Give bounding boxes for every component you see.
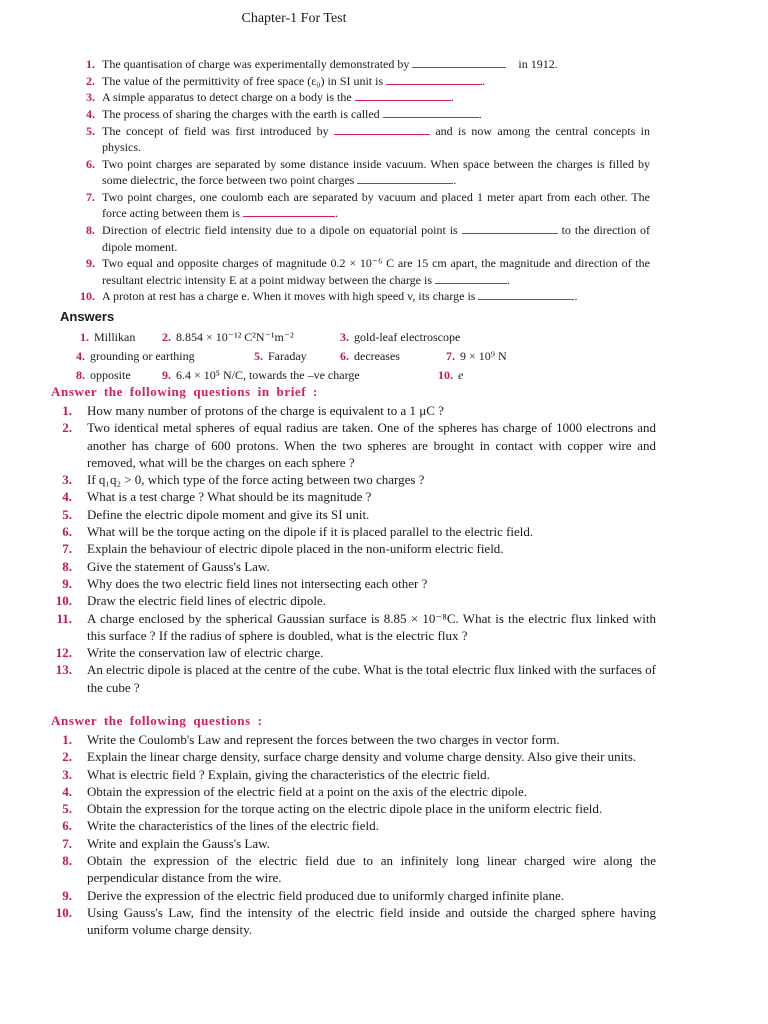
list-item: 8. Give the statement of Gauss's Law. xyxy=(62,558,270,574)
answer-item: 5. Faraday xyxy=(254,349,307,363)
answer-blank[interactable] xyxy=(435,272,507,284)
answer-item: 4. grounding or earthing xyxy=(76,349,195,363)
list-item: 1. Write the Coulomb's Law and represent the forces between the two charges in vector form. xyxy=(62,732,560,747)
list-item: 2. Two identical metal spheres of equal radius are taken. One of the spheres has charge of 1000 electrons and another has charge of 600 protons. When the two spheres are brought in contact with copper wire and removed, what will be the charges on each sphere ? xyxy=(62,420,656,470)
section-heading-long: Answer the following questions : xyxy=(51,713,263,728)
list-item: 4. Obtain the expression of the electric field at a point on the axis of the electric dipole. xyxy=(62,783,528,799)
fib-question-4: 4. The process of sharing the charges with the earth is called . xyxy=(86,107,482,122)
list-item: 7. Write and explain the Gauss's Law. xyxy=(62,835,270,851)
answer-item: 9. 6.4 × 10⁵ N/C, towards the –ve charge xyxy=(162,368,360,382)
answer-blank[interactable] xyxy=(357,172,453,184)
answer-blank[interactable] xyxy=(355,89,451,101)
fib-question-6: 6. Two point charges are separated by some distance inside vacuum. When space between the charges is filled by some dielectric, the force between two point charges . xyxy=(86,156,650,188)
long-questions-list xyxy=(46,731,656,939)
fib-question-7: 7. Two point charges, one coulomb each are separated by vacuum and placed 1 meter apart from each other. The force acting between them is . xyxy=(86,190,650,221)
fib-question-10: 10. A proton at rest has a charge e. When it moves with high speed v, its charge is . xyxy=(80,289,578,304)
answer-blank[interactable] xyxy=(386,73,482,85)
fib-question-9: 9. Two equal and opposite charges of magnitude 0.2 × 10⁻⁶ C are 15 cm apart, the magnitude and direction of the resultant electric intensity E at a point midway between the charge is . xyxy=(86,256,650,287)
fill-in-blanks-list xyxy=(72,56,650,305)
list-item: 9. Why does the two electric field lines not intersecting each other ? xyxy=(62,575,428,591)
page-title: Chapter-1 For Test xyxy=(241,11,347,26)
list-item: 1. How many number of protons of the charge is equivalent to a 1 μC ? xyxy=(62,403,444,418)
answer-blank[interactable] xyxy=(462,222,558,234)
fib-question-8: 8. Direction of electric field intensity due to a dipole on equatorial point is to the direction of dipole moment. xyxy=(86,223,651,254)
list-item: 3. What is electric field ? Explain, giving the characteristics of the electric field. xyxy=(62,766,490,782)
list-item: 4. What is a test charge ? What should be its magnitude ? xyxy=(62,489,372,505)
list-item: 12. Write the conservation law of electric charge. xyxy=(55,645,324,661)
answer-item: 6. decreases xyxy=(340,349,400,363)
list-item: 11. A charge enclosed by the spherical Gaussian surface is 8.85 × 10⁻⁸C. What is the electric flux linked with this surface ? If the radius of sphere is doubled, what is the electric flux ? xyxy=(56,610,656,643)
fib-question-3: 3. A simple apparatus to detect charge on a body is the . xyxy=(86,90,454,105)
list-item: 2. Explain the linear charge density, surface charge density and volume charge density. Also give their units. xyxy=(62,749,637,765)
answer-blank[interactable] xyxy=(383,106,479,118)
list-item: 6. Write the characteristics of the lines of the electric field. xyxy=(62,818,379,834)
list-item: 7. Explain the behaviour of electric dipole placed in the non-uniform electric field. xyxy=(62,541,504,557)
list-item: 9. Derive the expression of the electric field produced due to uniformly charged infinite plane. xyxy=(62,887,564,903)
answers-heading: Answers xyxy=(60,309,115,324)
answer-blank[interactable] xyxy=(412,56,506,68)
answer-blank[interactable] xyxy=(478,288,574,300)
list-item: 5. Define the electric dipole moment and give its SI unit. xyxy=(62,506,370,522)
answer-item: 8. opposite xyxy=(76,368,131,382)
answer-item: 10. e xyxy=(438,368,464,382)
fib-question-2: 2. The value of the permittivity of free space (ε₀) in SI unit is . xyxy=(86,73,486,88)
list-item: 6. What will be the torque acting on the dipole if it is placed parallel to the electric field. xyxy=(62,524,534,540)
answer-blank[interactable] xyxy=(334,123,430,135)
list-item: 13. An electric dipole is placed at the centre of the cube. What is the total electric flux linked with the surfaces of the cube ? xyxy=(55,662,656,695)
answer-item: 1. Millikan xyxy=(80,330,136,344)
brief-questions-list xyxy=(46,402,656,696)
list-item: 8. Obtain the expression of the electric field due to an infinitely long linear charged wire along the perpendicular distance from the wire. xyxy=(62,853,656,886)
list-item: 10. Draw the electric field lines of electric dipole. xyxy=(55,593,326,609)
list-item: 3. If q₁q₂ > 0, which type of the force acting between two charges ? xyxy=(62,472,425,488)
list-item: 5. Obtain the expression for the torque acting on the electric dipole place in the uniform electric field. xyxy=(62,801,603,817)
answer-item: 2. 8.854 × 10⁻¹² C²N⁻¹m⁻² xyxy=(162,330,294,344)
answer-blank[interactable] xyxy=(243,205,335,217)
answer-item: 3. gold-leaf electroscope xyxy=(340,330,461,344)
answer-item: 7. 9 × 10⁹ N xyxy=(446,349,507,363)
fib-question-5: 5. The concept of field was first introduced by and is now among the central concepts in physics. xyxy=(86,123,651,155)
fib-question-1: 1. The quantisation of charge was experimentally demonstrated by in 1912. xyxy=(86,57,558,71)
list-item: 10. Using Gauss's Law, find the intensity of the electric field inside and outside the charged sphere having uniform volume charge density. xyxy=(55,904,656,938)
section-heading-brief: Answer the following questions in brief : xyxy=(51,384,318,399)
